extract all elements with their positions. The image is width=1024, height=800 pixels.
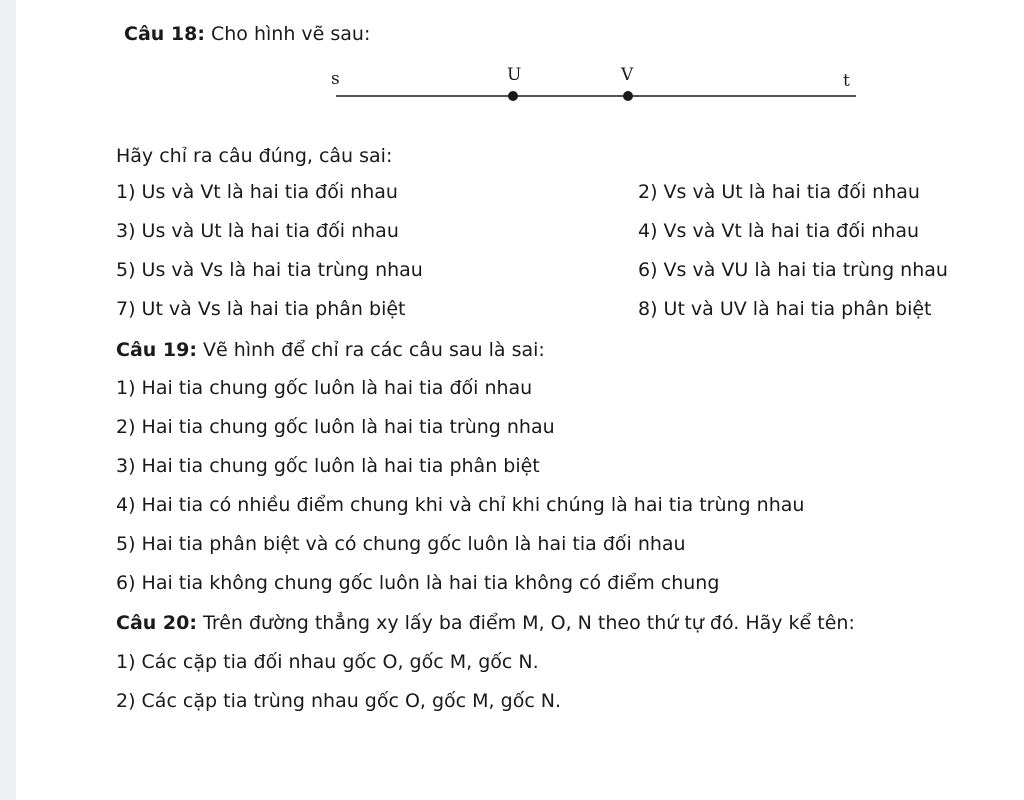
q20-item-2: 2) Các cặp tia trùng nhau gốc O, gốc M, gốc N. bbox=[116, 690, 562, 712]
q19-item-1: 1) Hai tia chung gốc luôn là hai tia đối nhau bbox=[116, 377, 533, 399]
question-19-text: Vẽ hình để chỉ ra các câu sau là sai: bbox=[203, 339, 545, 361]
statement-3: 3) Us và Ut là hai tia đối nhau bbox=[116, 220, 399, 242]
q19-item-3: 3) Hai tia chung gốc luôn là hai tia phân biệt bbox=[116, 455, 540, 477]
point-t-label: t bbox=[843, 71, 850, 91]
statement-7: 7) Ut và Vs là hai tia phân biệt bbox=[116, 298, 406, 320]
question-18-label: Câu 18: bbox=[124, 23, 205, 45]
point-u-label: U bbox=[507, 65, 522, 85]
statement-5: 5) Us và Vs là hai tia trùng nhau bbox=[116, 259, 423, 281]
statement-4: 4) Vs và Vt là hai tia đối nhau bbox=[638, 220, 920, 242]
q20-item-1: 1) Các cặp tia đối nhau gốc O, gốc M, gốc N. bbox=[116, 651, 539, 673]
q19-item-2: 2) Hai tia chung gốc luôn là hai tia trùng nhau bbox=[116, 416, 555, 438]
point-u-dot bbox=[508, 91, 518, 101]
question-18-heading bbox=[124, 22, 370, 46]
question-19-label: Câu 19: bbox=[116, 339, 197, 361]
statement-1: 1) Us và Vt là hai tia đối nhau bbox=[116, 181, 398, 203]
question-20-label: Câu 20: bbox=[116, 612, 197, 634]
point-s-label: s bbox=[331, 69, 340, 89]
question-20-text: Trên đường thẳng xy lấy ba điểm M, O, N theo thứ tự đó. Hãy kể tên: bbox=[203, 612, 855, 634]
point-v-dot bbox=[623, 91, 633, 101]
ray-figure bbox=[316, 60, 876, 120]
statement-2: 2) Vs và Ut là hai tia đối nhau bbox=[638, 181, 920, 203]
page-margin bbox=[0, 0, 16, 800]
q19-item-4: 4) Hai tia có nhiều điểm chung khi và chỉ khi chúng là hai tia trùng nhau bbox=[116, 494, 805, 516]
question-18-prompt: Hãy chỉ ra câu đúng, câu sai: bbox=[116, 145, 393, 167]
statement-6: 6) Vs và VU là hai tia trùng nhau bbox=[638, 259, 948, 281]
question-20-heading bbox=[116, 611, 855, 635]
document-page bbox=[16, 0, 1024, 800]
q19-item-5: 5) Hai tia phân biệt và có chung gốc luôn là hai tia đối nhau bbox=[116, 533, 686, 555]
question-19-heading bbox=[116, 338, 545, 362]
point-v-label: V bbox=[621, 65, 634, 85]
statement-8: 8) Ut và UV là hai tia phân biệt bbox=[638, 298, 932, 320]
question-18-text: Cho hình vẽ sau: bbox=[211, 23, 371, 45]
q19-item-6: 6) Hai tia không chung gốc luôn là hai tia không có điểm chung bbox=[116, 572, 720, 594]
